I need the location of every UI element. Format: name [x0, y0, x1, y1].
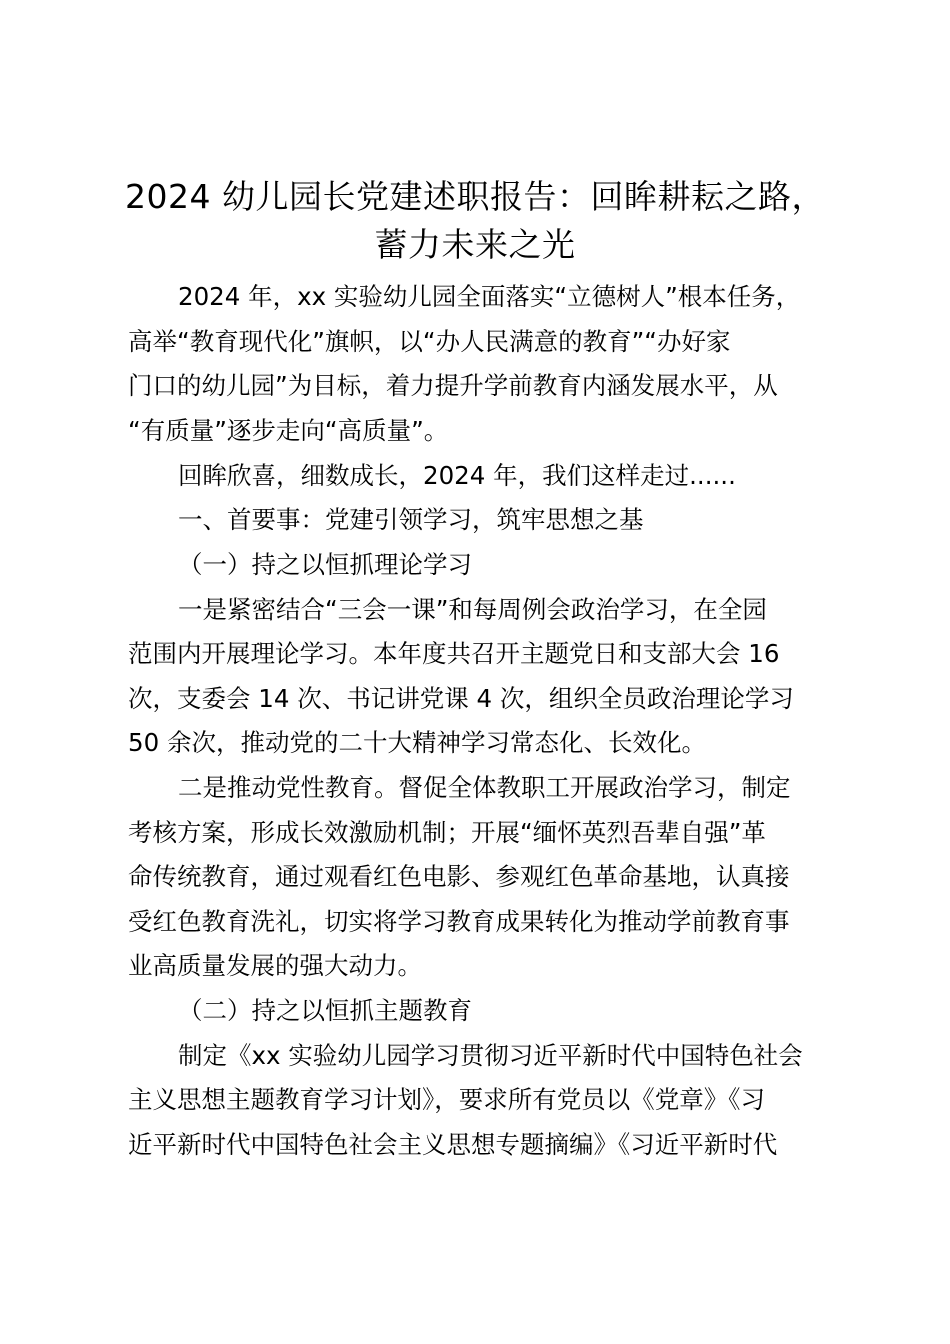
paragraph-line: 近平新时代中国特色社会主义思想专题摘编》《习近平新时代 [128, 1130, 778, 1159]
paragraph-line: 范围内开展理论学习。本年度共召开主题党日和支部大会 16 [128, 639, 780, 668]
paragraph-line: 50 余次，推动党的二十大精神学习常态化、长效化。 [128, 728, 706, 757]
paragraph-line: 次，支委会 14 次、书记讲党课 4 次，组织全员政治理论学习 [128, 684, 794, 713]
document-title-line-1: 2024 幼儿园长党建述职报告：回眸耕耘之路， [125, 177, 825, 216]
section-heading: 一、首要事：党建引领学习，筑牢思想之基 [178, 505, 644, 534]
paragraph-line: 二是推动党性教育。督促全体教职工开展政治学习，制定 [178, 773, 791, 802]
paragraph-line: 回眸欣喜，细数成长，2024 年，我们这样走过...... [178, 461, 736, 490]
paragraph-line: “有质量”逐步走向“高质量”。 [128, 416, 449, 445]
paragraph-line: 业高质量发展的强大动力。 [128, 951, 422, 980]
paragraph-line: 受红色教育洗礼，切实将学习教育成果转化为推动学前教育事 [128, 907, 790, 936]
document-title-line-2: 蓄力未来之光 [374, 225, 576, 264]
paragraph-line: 高举“教育现代化”旗帜，以“办人民满意的教育”“办好家 [128, 327, 731, 356]
subsection-heading: （二）持之以恒抓主题教育 [178, 996, 472, 1025]
paragraph-line: 主义思想主题教育学习计划》，要求所有党员以《党章》《习 [128, 1085, 765, 1114]
paragraph-line: 制定《xx 实验幼儿园学习贯彻习近平新时代中国特色社会 [178, 1041, 803, 1070]
paragraph-line: 一是紧密结合“三会一课”和每周例会政治学习，在全园 [178, 595, 767, 624]
paragraph-line: 命传统教育，通过观看红色电影、参观红色革命基地，认真接 [128, 862, 790, 891]
paragraph-line: 考核方案，形成长效激励机制；开展“缅怀英烈吾辈自强”革 [128, 818, 766, 847]
paragraph-line: 2024 年，xx 实验幼儿园全面落实“立德树人”根本任务， [178, 282, 801, 311]
paragraph-line: 门口的幼儿园”为目标，着力提升学前教育内涵发展水平，从 [128, 371, 778, 400]
subsection-heading: （一）持之以恒抓理论学习 [178, 550, 472, 579]
